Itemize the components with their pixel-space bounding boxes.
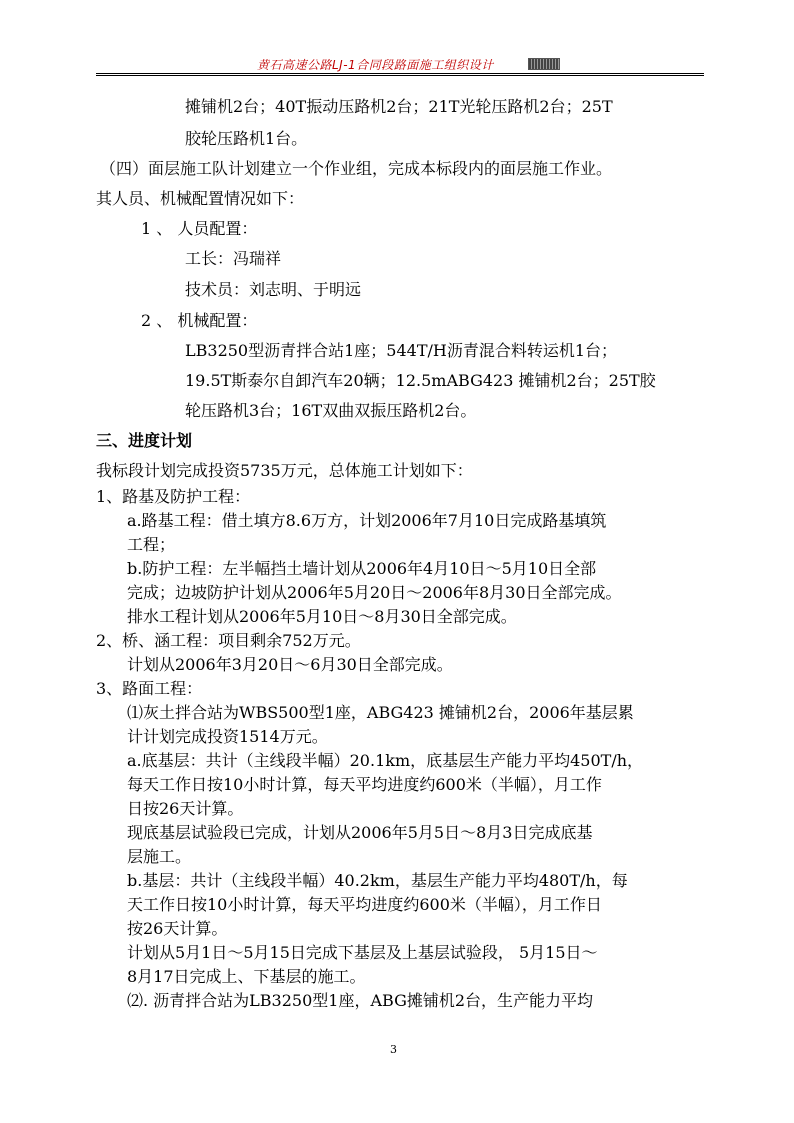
text-line: a.路基工程：借土填方8.6万方，计划2006年7月10日完成路基填筑: [127, 511, 607, 530]
text-line: 1、路基及防护工程：: [96, 487, 251, 506]
text-line: 完成；边坡防护计划从2006年5月20日～2006年8月30日全部完成。: [127, 583, 622, 602]
text-line: 每天工作日按10小时计算，每天平均进度约600米（半幅），月工作: [127, 775, 602, 794]
page-header: [96, 56, 704, 74]
text-line: 按26天计算。: [127, 919, 228, 938]
text-line: 工程；: [127, 535, 176, 554]
section-heading: 三、进度计划: [96, 431, 193, 450]
text-line: ⑴灰土拌合站为WBS500型1座，ABG423 摊铺机2台，2006年基层累: [127, 703, 634, 722]
list-heading: 1 、 人员配置：: [141, 219, 258, 238]
text-line: 19.5T斯泰尔自卸汽车20辆；12.5mABG423 摊铺机2台；25T胶: [185, 371, 656, 390]
text-line: LB3250型沥青拌合站1座；544T/H沥青混合料转运机1台；: [185, 341, 618, 360]
list-heading: 2 、 机械配置：: [141, 311, 258, 330]
text-line: 天工作日按10小时计算，每天平均进度约600米（半幅），月工作日: [127, 895, 602, 914]
text-line: 胶轮压路机1台。: [185, 129, 308, 148]
text-line: 计划从5月1日～5月15日完成下基层及上基层试验段， 5月15日～: [127, 943, 598, 962]
text-line: 现底基层试验段已完成，计划从2006年5月5日～8月3日完成底基: [127, 823, 593, 842]
text-line: 其人员、机械配置情况如下：: [96, 189, 305, 208]
text-line: b.防护工程：左半幅挡土墙计划从2006年4月10日～5月10日全部: [127, 559, 597, 578]
text-line: 日按26天计算。: [127, 799, 244, 818]
text-line: b.基层：共计（主线段半幅）40.2km，基层生产能力平均480T/h，每: [127, 871, 628, 890]
text-line: 我标段计划完成投资5735万元，总体施工计划如下：: [96, 461, 473, 480]
text-line: 工长：冯瑞祥: [185, 249, 282, 268]
text-line: ⑵. 沥青拌合站为LB3250型1座，ABG摊铺机2台，生产能力平均: [127, 991, 594, 1010]
text-line: （四）面层施工队计划建立一个作业组，完成本标段内的面层施工作业。: [100, 159, 613, 178]
text-line: 3、路面工程：: [96, 679, 203, 698]
page-number: 3: [390, 1043, 397, 1056]
text-line: 轮压路机3台；16T双曲双振压路机2台。: [185, 401, 477, 420]
text-line: a.底基层：共计（主线段半幅）20.1km，底基层生产能力平均450T/h，: [127, 751, 644, 770]
text-line: 排水工程计划从2006年5月10日～8月30日全部完成。: [127, 607, 517, 626]
text-line: 技术员：刘志明、于明远: [185, 280, 362, 299]
text-line: 8月17日完成上、下基层的施工。: [127, 967, 366, 986]
header-rule: [96, 73, 704, 76]
text-line: 层施工。: [127, 847, 192, 866]
header-title: 黄石高速公路LJ-1合同段路面施工组织设计: [257, 58, 494, 72]
text-line: 2、桥、涵工程：项目剩余752万元。: [96, 631, 361, 650]
text-line: 计计划完成投资1514万元。: [127, 727, 328, 746]
text-line: 计划从2006年3月20日～6月30日全部完成。: [127, 655, 453, 674]
company-logo-icon: [528, 58, 560, 70]
text-line: 摊铺机2台；40T振动压路机2台；21T光轮压路机2台；25T: [185, 97, 613, 116]
